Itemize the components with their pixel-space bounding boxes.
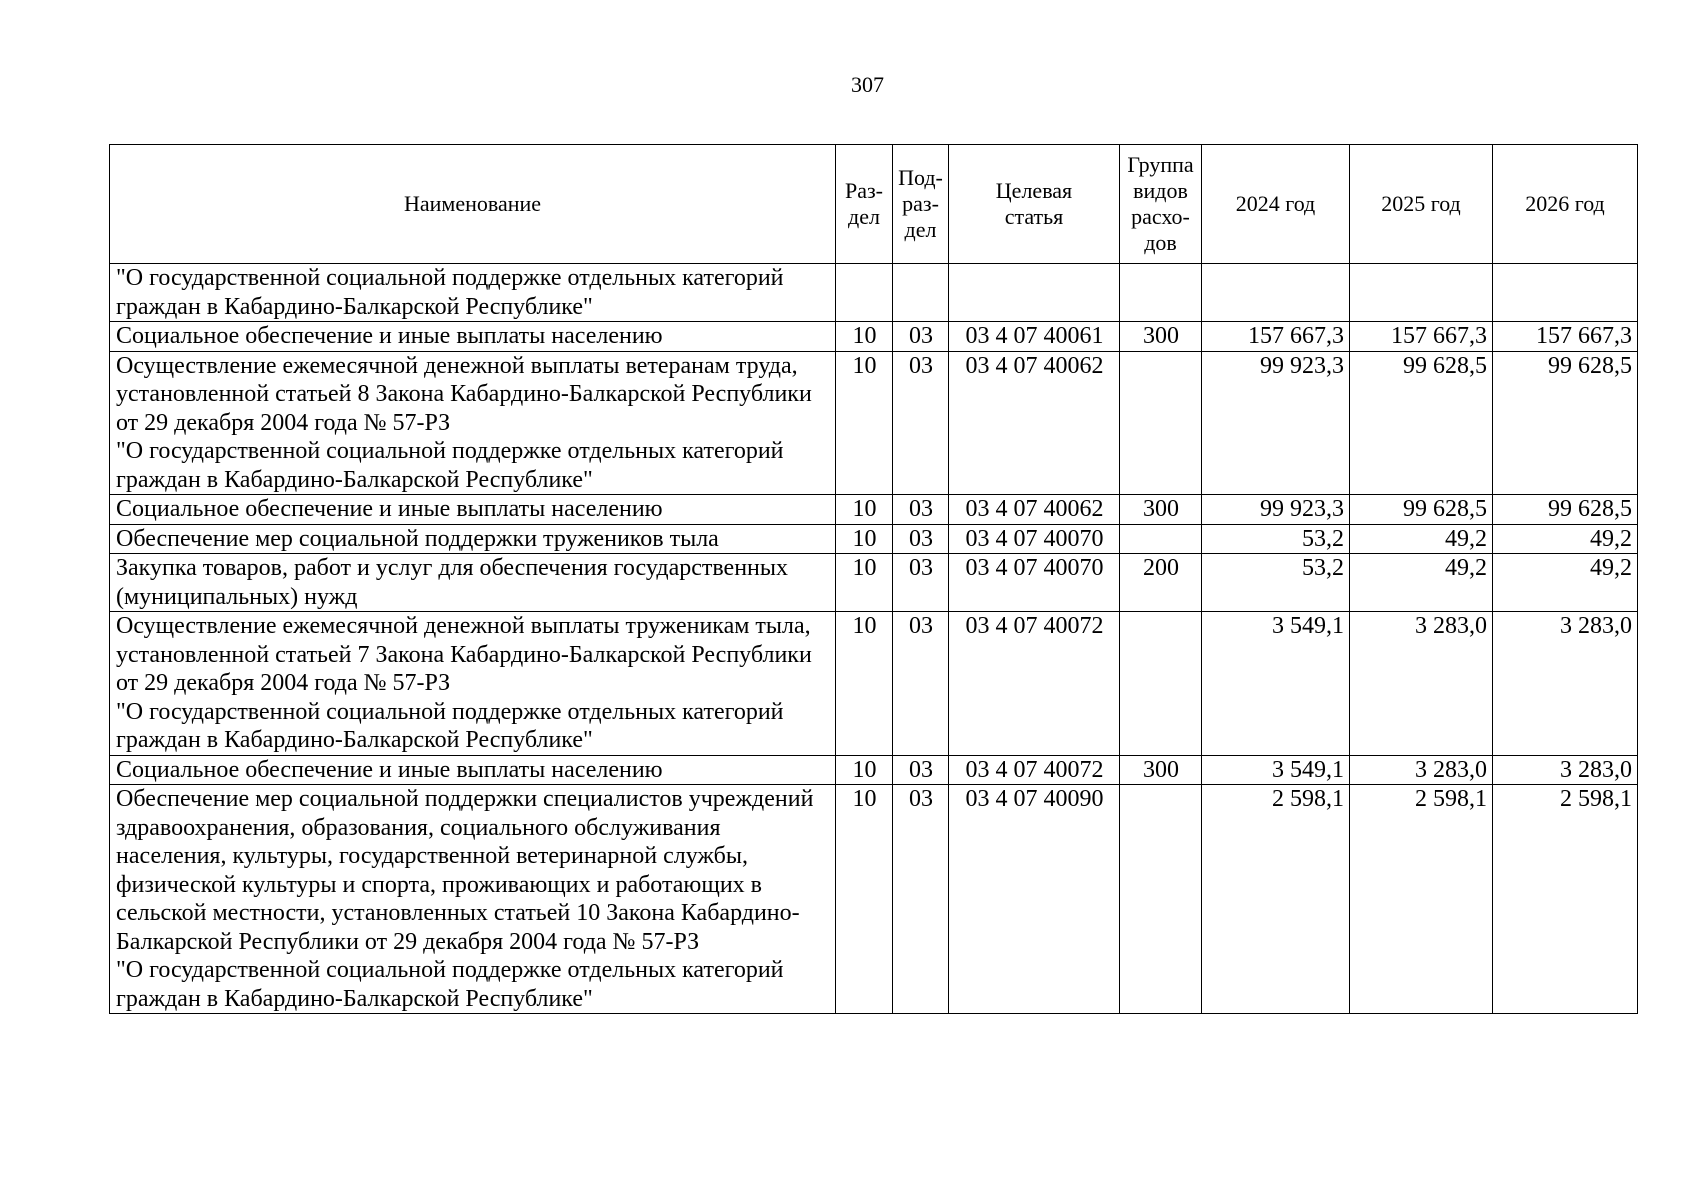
cell-name: Закупка товаров, работ и услуг для обеспечения государственных (муниципальных) нужд: [110, 554, 836, 612]
cell-2026: 49,2: [1493, 524, 1638, 554]
table-row: [110, 612, 1638, 756]
header-target-article: Целевая статья: [949, 145, 1120, 264]
cell-2025: 157 667,3: [1350, 322, 1493, 352]
cell-2026: 99 628,5: [1493, 495, 1638, 525]
cell-target-article: 03 4 07 40070: [949, 554, 1120, 612]
cell-expense-group: 300: [1120, 755, 1202, 785]
header-2026: 2026 год: [1493, 145, 1638, 264]
cell-podrazdel: 03: [893, 351, 949, 495]
cell-name: Осуществление ежемесячной денежной выплаты труженикам тыла, установленной статьей 7 Закона Кабардино-Балкарской Республики от 29 декабря 2004 года № 57-РЗ "О государственной социальной поддержке отдельных категорий граждан в Кабардино-Балкарской Республике": [110, 612, 836, 756]
cell-2025: 99 628,5: [1350, 495, 1493, 525]
cell-2026: 49,2: [1493, 554, 1638, 612]
cell-2024: 3 549,1: [1202, 755, 1350, 785]
budget-table: [109, 144, 1638, 1014]
cell-2024: 157 667,3: [1202, 322, 1350, 352]
cell-expense-group: [1120, 785, 1202, 1014]
cell-podrazdel: 03: [893, 524, 949, 554]
cell-expense-group: 200: [1120, 554, 1202, 612]
cell-podrazdel: 03: [893, 495, 949, 525]
cell-expense-group: [1120, 351, 1202, 495]
table-row: [110, 554, 1638, 612]
header-2024: 2024 год: [1202, 145, 1350, 264]
cell-2025: 2 598,1: [1350, 785, 1493, 1014]
cell-2026: 3 283,0: [1493, 612, 1638, 756]
cell-expense-group: 300: [1120, 495, 1202, 525]
cell-target-article: 03 4 07 40072: [949, 755, 1120, 785]
header-expense-group: Группа видов расхо- дов: [1120, 145, 1202, 264]
cell-2026: [1493, 264, 1638, 322]
cell-2024: 2 598,1: [1202, 785, 1350, 1014]
cell-2026: 157 667,3: [1493, 322, 1638, 352]
cell-target-article: 03 4 07 40072: [949, 612, 1120, 756]
table-row: [110, 264, 1638, 322]
cell-name: "О государственной социальной поддержке отдельных категорий граждан в Кабардино-Балкарской Республике": [110, 264, 836, 322]
cell-name: Обеспечение мер социальной поддержки тружеников тыла: [110, 524, 836, 554]
cell-podrazdel: [893, 264, 949, 322]
cell-razdel: 10: [836, 612, 893, 756]
table-row: [110, 524, 1638, 554]
cell-2024: 3 549,1: [1202, 612, 1350, 756]
table-body: [110, 264, 1638, 1014]
header-2025: 2025 год: [1350, 145, 1493, 264]
cell-target-article: 03 4 07 40062: [949, 495, 1120, 525]
cell-name: Обеспечение мер социальной поддержки специалистов учреждений здравоохранения, образования, социального обслуживания населения, культуры, государственной ветеринарной службы, физической культуры и спорта, проживающих и работающих в сельской местности, установленных статьей 10 Закона Кабардино-Балкарской Республики от 29 декабря 2004 года № 57-РЗ "О государственной социальной поддержке отдельных категорий граждан в Кабардино-Балкарской Республике": [110, 785, 836, 1014]
page-number: 307: [851, 72, 884, 97]
cell-podrazdel: 03: [893, 755, 949, 785]
table-row: [110, 351, 1638, 495]
table-row: [110, 322, 1638, 352]
cell-razdel: [836, 264, 893, 322]
cell-2025: 99 628,5: [1350, 351, 1493, 495]
cell-podrazdel: 03: [893, 554, 949, 612]
cell-2024: 53,2: [1202, 524, 1350, 554]
cell-2026: 99 628,5: [1493, 351, 1638, 495]
header-name: Наименование: [110, 145, 836, 264]
table-row: [110, 755, 1638, 785]
header-razdel: Раз- дел: [836, 145, 893, 264]
cell-podrazdel: 03: [893, 322, 949, 352]
cell-razdel: 10: [836, 351, 893, 495]
cell-2026: 3 283,0: [1493, 755, 1638, 785]
cell-name: Социальное обеспечение и иные выплаты населению: [110, 755, 836, 785]
header-podrazdel: Под- раз- дел: [893, 145, 949, 264]
cell-2024: 99 923,3: [1202, 495, 1350, 525]
cell-razdel: 10: [836, 495, 893, 525]
table-row: [110, 495, 1638, 525]
cell-name: Социальное обеспечение и иные выплаты населению: [110, 495, 836, 525]
cell-2025: 49,2: [1350, 524, 1493, 554]
cell-2025: 49,2: [1350, 554, 1493, 612]
cell-target-article: 03 4 07 40061: [949, 322, 1120, 352]
cell-razdel: 10: [836, 755, 893, 785]
cell-2025: 3 283,0: [1350, 612, 1493, 756]
cell-podrazdel: 03: [893, 612, 949, 756]
cell-name: Осуществление ежемесячной денежной выплаты ветеранам труда, установленной статьей 8 Закона Кабардино-Балкарской Республики от 29 декабря 2004 года № 57-РЗ "О государственной социальной поддержке отдельных категорий граждан в Кабардино-Балкарской Республике": [110, 351, 836, 495]
cell-target-article: 03 4 07 40070: [949, 524, 1120, 554]
cell-2025: 3 283,0: [1350, 755, 1493, 785]
cell-podrazdel: 03: [893, 785, 949, 1014]
cell-target-article: 03 4 07 40090: [949, 785, 1120, 1014]
cell-razdel: 10: [836, 785, 893, 1014]
cell-name: Социальное обеспечение и иные выплаты населению: [110, 322, 836, 352]
table-row: [110, 785, 1638, 1014]
cell-razdel: 10: [836, 322, 893, 352]
cell-2026: 2 598,1: [1493, 785, 1638, 1014]
cell-target-article: 03 4 07 40062: [949, 351, 1120, 495]
header-row: [110, 145, 1638, 264]
cell-2024: 99 923,3: [1202, 351, 1350, 495]
cell-2025: [1350, 264, 1493, 322]
cell-razdel: 10: [836, 554, 893, 612]
cell-expense-group: 300: [1120, 322, 1202, 352]
cell-razdel: 10: [836, 524, 893, 554]
cell-2024: 53,2: [1202, 554, 1350, 612]
cell-expense-group: [1120, 264, 1202, 322]
cell-target-article: [949, 264, 1120, 322]
cell-expense-group: [1120, 524, 1202, 554]
cell-2024: [1202, 264, 1350, 322]
cell-expense-group: [1120, 612, 1202, 756]
